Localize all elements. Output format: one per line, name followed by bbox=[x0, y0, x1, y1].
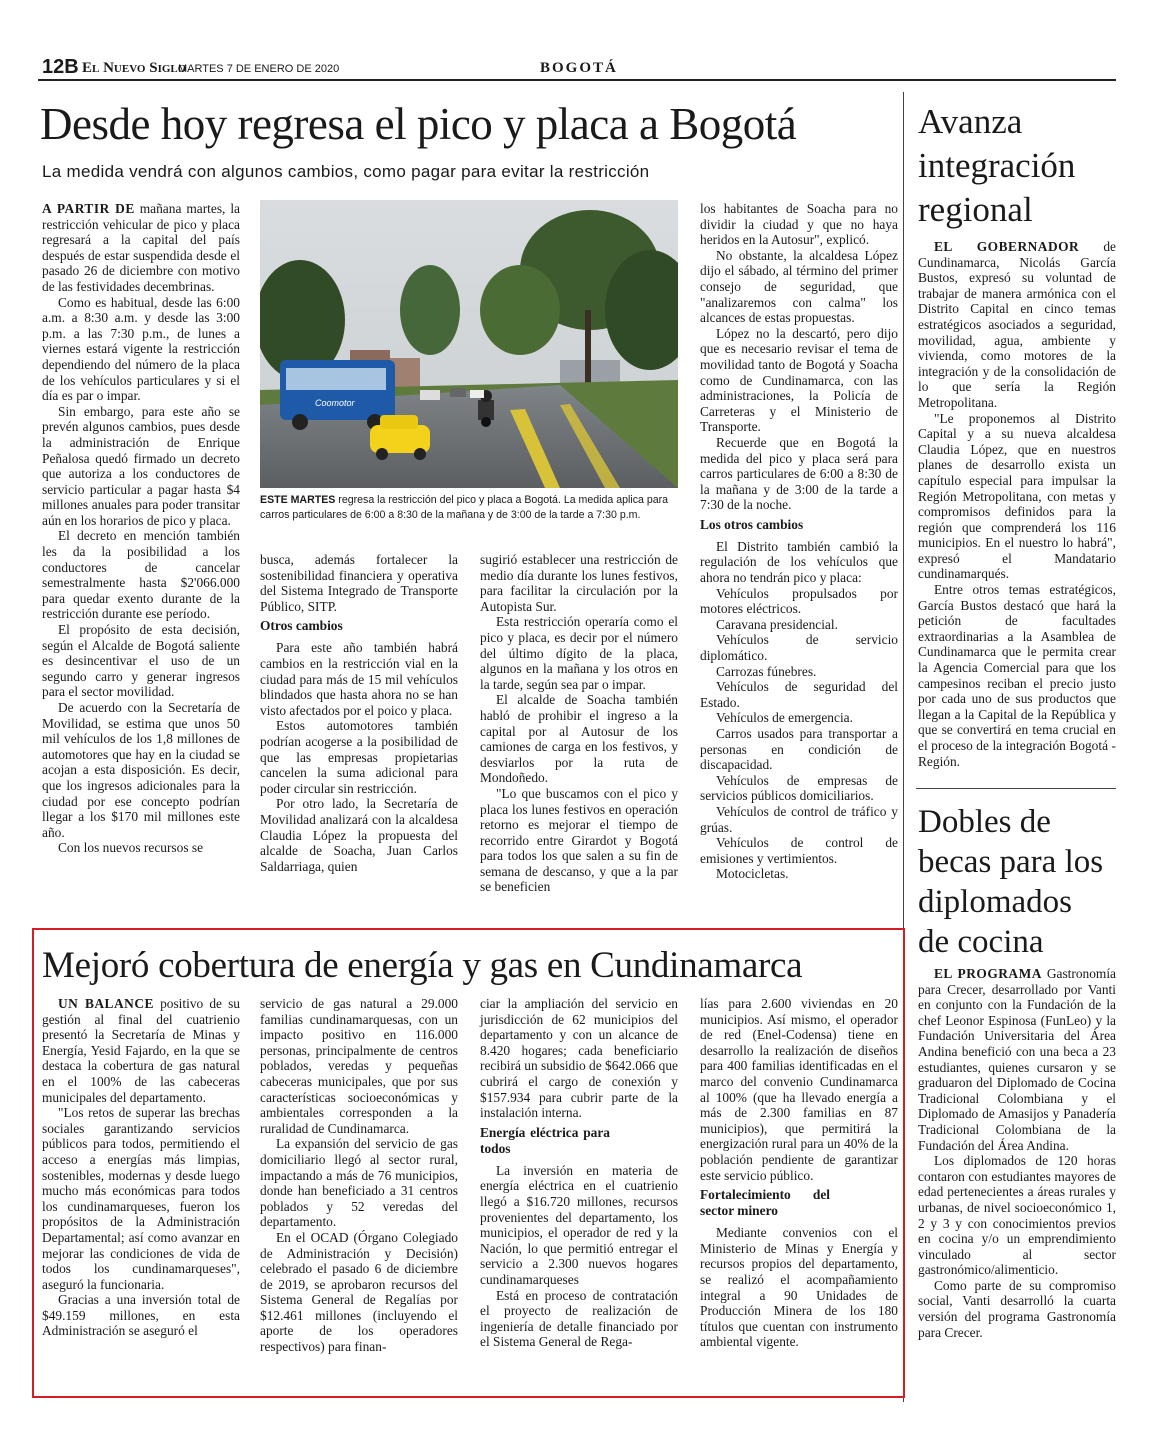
sidebar1-body bbox=[918, 239, 1116, 769]
caption-lead: ESTE MARTES bbox=[260, 494, 336, 506]
box-column-1 bbox=[42, 996, 240, 1339]
subheading: Los otros cambios bbox=[700, 516, 804, 532]
list-item: Vehículos de emergencia. bbox=[716, 710, 853, 726]
paragraph: Entre otros temas estratégicos, García Bustos destacó que hará la petición de facultades extraordinarias a la Asamblea de Cundinamarca que le permita crear la Agencia Comercial para que los campesinos reciban el precio justo por cada uno de sus productos que llegan a la Capital de la República y que se convertirá en tema crucial en el proceso de la integración Bogotá - Región. bbox=[918, 582, 1116, 769]
photo-caption bbox=[260, 493, 678, 523]
main-column-1 bbox=[42, 201, 240, 856]
paragraph: El alcalde de Soacha también habló de prohibir el ingreso a la capital por al Autosur de los camiones de carga en los festivos, y desviarlos por la ruta de Mondoñedo. bbox=[480, 692, 678, 786]
paragraph: Estos automotores también podrían acogerse a la posibilidad de que las empresas propietarias cancelen la suma adicional para poder circular sin restricción. bbox=[260, 718, 458, 796]
sidebar1-title: Avanza integración regional bbox=[918, 102, 1076, 229]
paragraph: busca, además fortalecer la sostenibilidad financiera y operativa del Sistema Integrado de Transporte Público, SITP. bbox=[260, 552, 458, 614]
paragraph: El decreto en mención también les da la posibilidad a los conductores de cancelar semestralmente hasta $2'066.000 para quedar exento durante de la restricción durante ese período. bbox=[42, 528, 240, 622]
paragraph: Como es habitual, desde las 6:00 a.m. a 8:30 a.m. y desde las 3:00 p.m. a las 7:30 p.m., de lunes a viernes estará vigente la restricción dependiendo del número de la placa de los vehículos particulares y si el día es par o impar. bbox=[42, 294, 240, 404]
paragraph: Como parte de su compromiso social, Vanti desarrolló la cuarta versión del programa Gastronomía para Crecer. bbox=[918, 1277, 1116, 1340]
subheading: Fortalecimiento del sector minero bbox=[700, 1187, 830, 1219]
paragraph: "Los retos de superar las brechas sociales garantizando servicios públicos para todos, permitiendo el acceso a energías más limpias, sostenibles, modernas y desde luego mucho más económicas para todos los cundinamarqueses, fueron los propósitos de la Administración Departamental; así como avanzar en mejorar las condiciones de vida de todos los cundinamarqueses", aseguró la funcionaria. bbox=[42, 1105, 240, 1292]
main-subtitle: La medida vendrá con algunos cambios, como pagar para evitar la restricción bbox=[42, 162, 650, 181]
paragraph: Recuerde que en Bogotá la medida del pico y placa será para carros particulares de 6:00 a 8:30 de la mañana y de 3:00 de la tarde a 7:30 de la noche. bbox=[700, 434, 898, 513]
paragraph: No obstante, la alcaldesa López dijo el sábado, al término del primer consejo de seguridad, que "analizaremos con calma" los alcances de estas propuestas. bbox=[700, 247, 898, 326]
list-item: Carrozas fúnebres. bbox=[716, 663, 817, 679]
main-column-3 bbox=[480, 552, 678, 895]
paragraph: El Distrito también cambió la regulación de los vehículos que ahora no tendrán pico y placa: bbox=[700, 538, 898, 586]
paragraph: En el OCAD (Órgano Colegiado de Administración y Decisión) celebrado el pasado 6 de diciembre de 2019, se aprobaron recursos del Sistema General de Regalías por $12.461 millones (incluyendo el aporte de los operadores respectivos) para finan- bbox=[260, 1229, 458, 1355]
paragraph: De acuerdo con la Secretaría de Movilidad, se estima que unos 50 mil vehículos de los 1,8 millones de automotores que hay en la ciudad se acojan a esta disposición. Es decir, que los ingresos adicionales para la ciudad por ese concepto podrían llegar a los $170 mil millones este año. bbox=[42, 700, 240, 840]
box-column-3 bbox=[480, 996, 678, 1350]
box-column-2 bbox=[260, 996, 458, 1355]
lead-words: EL GOBERNADOR bbox=[934, 239, 1080, 254]
lead-words: EL PROGRAMA bbox=[934, 966, 1042, 981]
paragraph: Para este año también habrá cambios en la restricción vial en la ciudad para más de 15 mil vehículos blindados que hasta ahora no se han visto afectados por el poico y placa. bbox=[260, 640, 458, 718]
list-item: Vehículos de control de tráfico y grúas. bbox=[700, 803, 898, 835]
box-headline: Mejoró cobertura de energía y gas en Cundinamarca bbox=[42, 945, 803, 986]
section-name: BOGOTÁ bbox=[540, 60, 618, 76]
paragraph: servicio de gas natural a 29.000 familias cundinamarquesas, con un impacto positivo en 116.000 personas, principalmente de centros poblados, veredas y pequeñas cabeceras municipales, que por sus características socioeconómicas y ambientales corresponden a la ruralidad de Cundinamarca. bbox=[260, 996, 458, 1136]
subheading: Energía eléctrica para todos bbox=[480, 1124, 610, 1156]
paragraph: Sin embargo, para este año se prevén algunos cambios, pues desde la administración de Enrique Peñalosa quedó firmado un decreto que autoriza a los conductores de servicio particular a pagar hasta $4 millones anuales para poder transitar aún en los horarios de pico y placa. bbox=[42, 403, 240, 528]
paragraph: sugirió establecer una restricción de medio día durante los lunes festivos, para facilitar la circulación por la Autopista Sur. bbox=[480, 552, 678, 614]
list-item: Vehículos de servicio diplomático. bbox=[700, 632, 898, 664]
lead-words: UN BALANCE bbox=[58, 996, 154, 1011]
list-item: Motocicletas. bbox=[716, 866, 789, 882]
paragraph: mañana martes, la restricción vehicular de pico y placa regresará a la capital del país después de estar suspendida desde el pasado 26 de diciembre con motivo de las festividades decembrinas. bbox=[42, 201, 240, 294]
paragraph: Mediante convenios con el Ministerio de Minas y Energía y recursos propios del departamento, se realizó el acompañamiento integral a 90 Unidades de Producción Minera de los 180 títulos que cuentan con instrumento ambiental vigente. bbox=[700, 1225, 898, 1350]
paragraph: La inversión en materia de energía eléctrica en el cuatrienio llegó a $16.720 millones, recursos provenientes del departamento, los municipios, el operador de red y la Nación, lo que permitió entregar el servicio a 2.300 nuevos hogares cundinamarqueses bbox=[480, 1162, 678, 1287]
paragraph: López no la descartó, pero dijo que es necesario revisar el tema de movilidad tanto de Bogotá y Soacha como de Cundinamarca, con las administraciones, la Policía de Carreteras y el Ministerio de Transporte. bbox=[700, 325, 898, 435]
sidebar2-body bbox=[918, 966, 1116, 1340]
main-column-4 bbox=[700, 201, 898, 882]
sidebar2-title: Dobles de becas para los diplomados de cocina bbox=[918, 804, 1104, 960]
paragraph: Los diplomados de 120 horas contaron con estudiantes mayores de edad pertenecientes a áreas rurales y urbanas, de nivel socioeconómico 1, 2 y 3 y con conocimientos previos en cocina y/o un emprendimiento vinculado al sector gastronómico/alimenticio. bbox=[918, 1153, 1116, 1278]
issue-date: MARTES 7 DE ENERO DE 2020 bbox=[178, 63, 340, 75]
paragraph: Por otro lado, la Secretaría de Movilidad analizará con la alcaldesa Claudia López la propuesta del alcalde de Soacha, Juan Carlos Saldarriaga, quien bbox=[260, 796, 458, 874]
paragraph: los habitantes de Soacha para no dividir la ciudad y que no haya heridos en la Autosur", explicó. bbox=[700, 201, 898, 248]
paragraph: Con los nuevos recursos se bbox=[58, 840, 204, 856]
paragraph: de Cundinamarca, Nicolás García Bustos, expresó su voluntad de trabajar de manera armónica con el Distrito Capital en cinco temas estratégicos asociados a seguridad, movilidad, agua, ambiente y vivienda, como motores de la integración y de la consolidación de lo que sería la Región Metropolitana. bbox=[918, 239, 1116, 410]
paragraph: "Le proponemos al Distrito Capital y a su nueva alcaldesa Claudia López, que en nuestros planes de desarrollo exista un capítulo especial para impulsar la Región Metropolitana, con metas y compromisos definidos para la región que comprenderá los 116 municipios. En el nuestro lo habrá", expresó el Mandatario cundinamarqués. bbox=[918, 410, 1116, 582]
list-item: Caravana presidencial. bbox=[716, 616, 838, 632]
paragraph: Está en proceso de contratación el proyecto de realización de ingeniería de detalle financiado por el Sistema General de Rega- bbox=[480, 1287, 678, 1350]
main-headline: Desde hoy regresa el pico y placa a Bogotá bbox=[40, 99, 797, 149]
publication-name: El Nuevo Siglo bbox=[82, 60, 187, 76]
paragraph: lías para 2.600 viviendas en 20 municipios. Así mismo, el operador de red (Enel-Codensa) tiene en desarrollo la realización de diseños para 400 familias identificadas en el marco del convenio Cundinamarca al 100% (que ha llevado energía a más de 2.300 familias en 87 municipios), que permitirá la energización rural para un 40% de la población pendiente de garantizar este servicio público. bbox=[700, 996, 898, 1183]
paragraph: La expansión del servicio de gas domiciliario llegó al sector rural, impactando a más de 76 municipios, donde han beneficiado a 31 centros poblados y 52 veredas del departamento. bbox=[260, 1136, 458, 1230]
paragraph: Esta restricción operaría como el pico y placa, es decir por el número del último dígito de la placa, algunos en la mañana y los otros en la tarde, según sea par o impar. bbox=[480, 614, 678, 692]
street-photo bbox=[260, 200, 678, 488]
subheading: Otros cambios bbox=[260, 618, 343, 634]
paragraph: "Lo que buscamos con el pico y placa los lunes festivos en operación retorno es mejorar el tiempo de recorrido entre Girardot y Bogotá para todos los que salen a su fin de semana de descanso, y que a la par se beneficien bbox=[480, 785, 678, 895]
lead-words: A PARTIR DE bbox=[42, 201, 135, 216]
paragraph: El propósito de esta decisión, según el Alcalde de Bogotá saliente es desincentivar el uso de un segundo carro y generar ingresos para el sector movilidad. bbox=[42, 622, 240, 700]
box-column-4 bbox=[700, 996, 898, 1350]
paragraph: Gastronomía para Crecer, desarrollado por Vanti en conjunto con la Fundación de la chef Leonor Espinosa (FunLeo) y la Fundación Universitaria del Área Andina benefició con una beca a 23 estudiantes, quienes cursaron y se graduaron del Diplomado de Cocina Tradicional Colombiana y el Diplomado de Amasijos y Panadería Tradicional Colombiana de la Fundación del Área Andina. bbox=[918, 966, 1116, 1153]
bus-label: Coomotor bbox=[315, 398, 355, 408]
paragraph: positivo de su gestión al final del cuatrienio presentó la Secretaría de Minas y Energía, Yesid Fajardo, en la que se destaca la cobertura de gas natural en el 100% de las cabeceras municipales del departamento. bbox=[42, 996, 240, 1105]
page-number: 12B bbox=[42, 56, 79, 78]
main-column-2 bbox=[260, 552, 458, 874]
paragraph: ciar la ampliación del servicio en jurisdicción de 62 municipios del departamento y con un alcance de 8.420 hogares; cada beneficiario recibirá un subsidio de $642.066 que cubrirá el cargo de conexión y $157.934 para cubrir parte de la instalación interna. bbox=[480, 996, 678, 1121]
list-item: Vehículos de empresas de servicios públicos domiciliarios. bbox=[700, 772, 898, 804]
list-item: Vehículos propulsados por motores eléctricos. bbox=[700, 585, 898, 617]
sidebar-separator bbox=[916, 788, 1116, 789]
list-item: Vehículos de control de emisiones y vertimientos. bbox=[700, 835, 898, 866]
paragraph: Gracias a una inversión total de $49.159 millones, en esta Administración se aseguró el bbox=[42, 1292, 240, 1339]
list-item: Vehículos de seguridad del Estado. bbox=[700, 679, 898, 710]
caption-text: regresa la restricción del pico y placa a Bogotá. La medida aplica para carros particulares de 6:00 a 8:30 de la mañana y de 3:00 de la tarde a 7:30 p.m. bbox=[260, 494, 669, 521]
header-rule bbox=[38, 79, 1116, 81]
list-item: Carros usados para transportar a personas en condición de discapacidad. bbox=[700, 726, 898, 773]
